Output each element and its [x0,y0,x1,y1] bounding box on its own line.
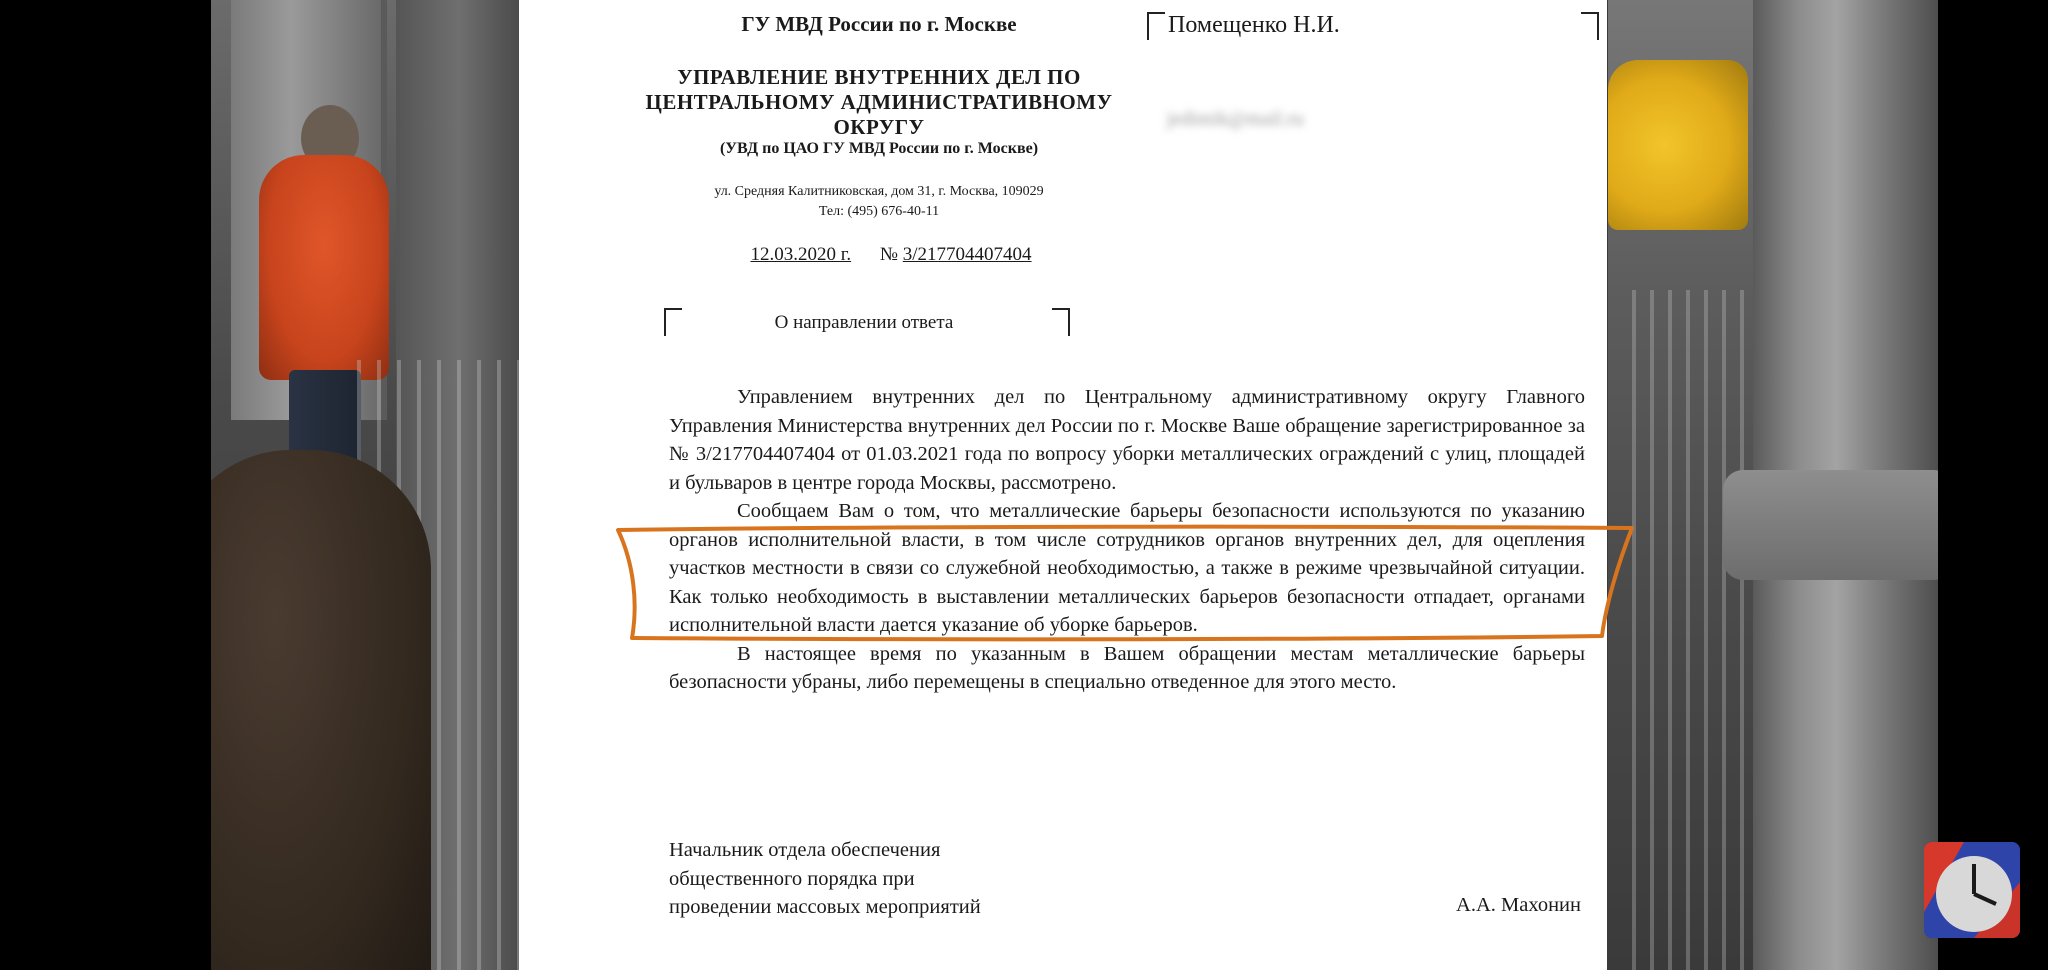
letter-document [519,0,1607,970]
department-name: УПРАВЛЕНИЕ ВНУТРЕННИХ ДЕЛ ПО ЦЕНТРАЛЬНОМУ АДМИНИСТРАТИВНОМУ ОКРУГУ [645,65,1113,139]
paragraph: Управлением внутренних дел по Центральному административному округу Главного Управления Министерства внутренних дел России по г. Москве Ваше обращение зарегистрированное за № 3/217704407404 от 01.03.2021 года по вопросу уборки металлических ограждений с улиц, площадей и бульваров в центре города Москвы, рассмотрено. [669,386,1585,494]
number-label: № [879,244,898,265]
taxi-car [1608,60,1748,230]
paragraph: Сообщаем Вам о том, что металлические барьеры безопасности используются по указанию органов исполнительной власти, в том числе сотрудников органов внутренних дел, для оцепления участков местности в связи со служебной необходимостью, а также в режиме чрезвычайной ситуации. Как только необходимость в выставлении металлических барьеров безопасности отпадает, органами исполнительной власти дается указание об уборке барьеров. [669,500,1585,636]
letter-body [669,383,1585,697]
signature-title: Начальник отдела обеспечения общественного порядка при проведении массовых мероприятий [669,839,981,918]
channel-logo [1924,842,2020,938]
department-abbreviation: (УВД по ЦАО ГУ МВД России по г. Москве) [719,140,1039,157]
recipient-email-blurred: jedimik@mail.ru [1167,108,1304,130]
recipient-corner-right [1581,12,1599,40]
metal-barrier [1618,290,1768,970]
phone: Тел: (495) 676-40-11 [818,204,940,219]
signature-name: А.А. Махонин [1456,894,1581,916]
address: ул. Средняя Калитниковская, дом 31, г. Москва, 109029 [714,184,1044,199]
recipient-name: Помещенко Н.И. [1168,12,1340,38]
letter-number: 3/217704407404 [902,244,1032,265]
date-number-row [519,244,1239,266]
letter-date: 12.03.2020 г. [750,244,852,265]
recipient-corner-left [1147,12,1165,40]
paragraph: В настоящее время по указанным в Вашем обращении местам металлические барьеры безопасности убраны, либо перемещены в специально отведенное для этого место. [669,642,1585,693]
street-photo-right [1608,0,1938,970]
org-header: ГУ МВД России по г. Москве [741,12,1017,36]
subject-line: О направлении ответа [774,312,954,333]
street-photo-left [211,0,521,970]
